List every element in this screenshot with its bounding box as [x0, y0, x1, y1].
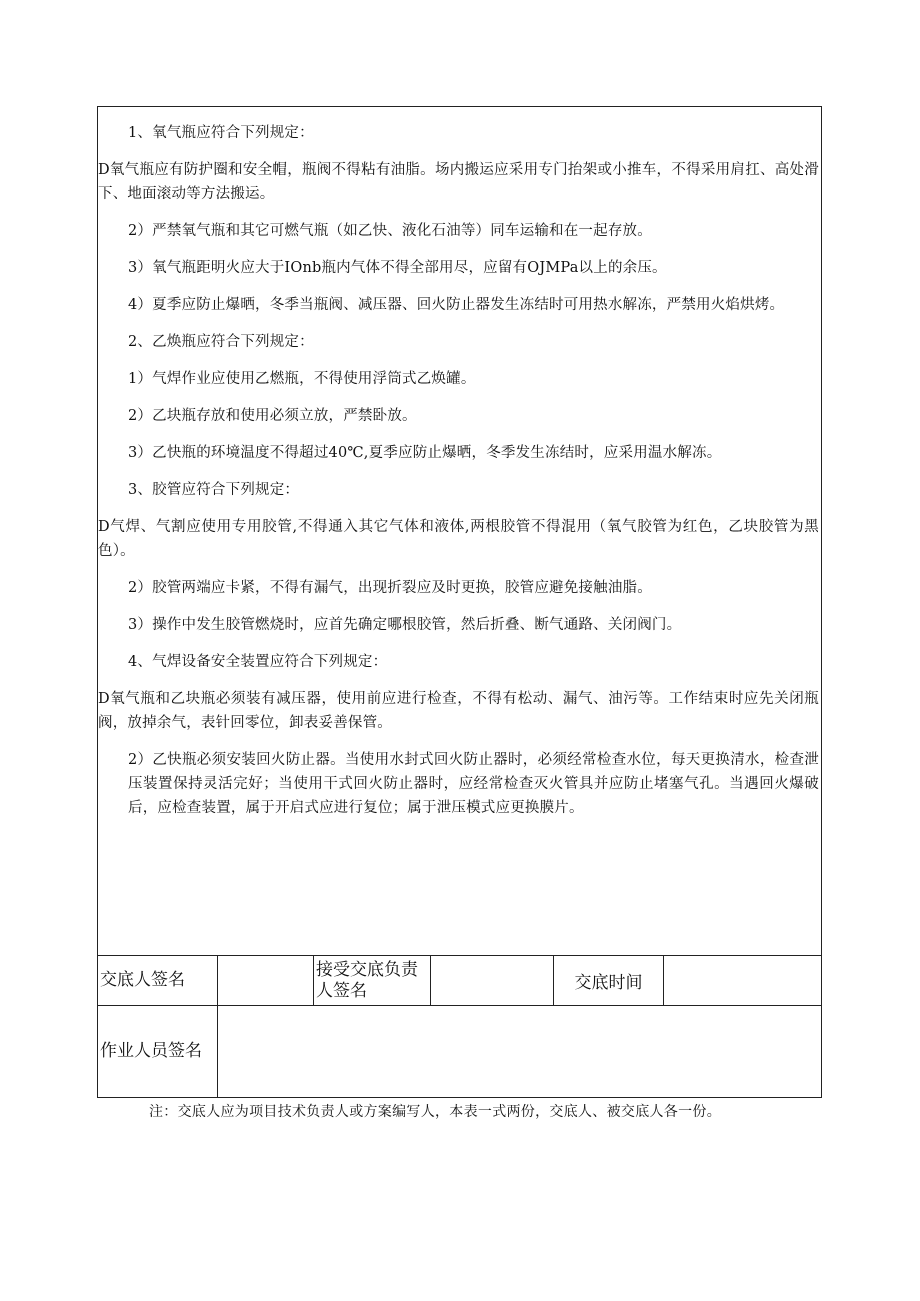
clause-paragraph: 3）乙快瓶的环境温度不得超过40℃,夏季应防止爆晒，冬季发生冻结时，应采用温水解冻。: [128, 445, 722, 461]
clause-paragraph: 3）氧气瓶距明火应大于IOnb瓶内气体不得全部用尽，应留有OJMPa以上的余压。: [128, 260, 667, 276]
time-label-cell: [554, 956, 664, 1005]
discloser-label-cell: [98, 956, 218, 1005]
clause-paragraph: 2）胶管两端应卡紧，不得有漏气，出现折裂应及时更换，胶管应避免接触油脂。: [128, 580, 652, 596]
workers-label: 作业人员签名: [100, 1041, 202, 1061]
receiver-label: 接受交底负责人签名: [316, 959, 418, 1001]
disclosure-form: [97, 106, 822, 1098]
signature-row: [98, 956, 821, 1006]
clause-paragraph: 1、氧气瓶应符合下列规定：: [128, 125, 314, 141]
discloser-signature-field[interactable]: [218, 956, 314, 1005]
clause-paragraph: 2）乙块瓶存放和使用必须立放，严禁卧放。: [128, 408, 417, 424]
clause-paragraph: 2）乙快瓶必须安装回火防止器。当使用水封式回火防止器时，必须经常检查水位，每天更换清水，检查泄压装置保持灵活完好；当使用干式回火防止器时，应经常检查灭火管具并应防止堵塞气孔。当遇回火爆破后，应检查装置，属于开启式应进行复位；属于泄压模式应更换膜片。: [128, 752, 819, 816]
receiver-signature-field[interactable]: [431, 956, 554, 1005]
time-field[interactable]: [664, 956, 823, 1005]
clause-paragraph: 1）气焊作业应使用乙燃瓶，不得使用浮筒式乙焕罐。: [128, 371, 476, 387]
clause-paragraph: D氧气瓶和乙块瓶必须装有减压器，使用前应进行检查，不得有松动、漏气、油污等。工作结束时应先关闭瓶阀，放掉余气，表针回零位，卸表妥善保管。: [98, 691, 819, 731]
discloser-label: 交底人签名: [100, 970, 185, 990]
receiver-label-cell: [314, 956, 431, 1005]
content-section: [98, 107, 821, 956]
clause-paragraph: 2、乙焕瓶应符合下列规定：: [128, 334, 314, 350]
clause-paragraph: D氧气瓶应有防护圈和安全帽，瓶阀不得粘有油脂。场内搬运应采用专门抬架或小推车，不得采用肩扛、高处滑下、地面滚动等方法搬运。: [98, 162, 819, 202]
clause-paragraph: 3、胶管应符合下列规定：: [128, 482, 300, 498]
workers-label-cell: [98, 1006, 218, 1097]
footer-note: 注：交底人应为项目技术负责人或方案编写人，本表一式两份，交底人、被交底人各一份。: [149, 1104, 721, 1120]
workers-row: [98, 1006, 821, 1097]
clause-paragraph: 4）夏季应防止爆晒，冬季当瓶阀、减压器、回火防止器发生冻结时可用热水解冻，严禁用火焰烘烤。: [128, 297, 785, 313]
clause-paragraph: D气焊、气割应使用专用胶管,不得通入其它气体和液体,两根胶管不得混用（氧气胶管为红色，乙块胶管为黑色）。: [98, 519, 819, 559]
clause-paragraph: 2）严禁氧气瓶和其它可燃气瓶（如乙快、液化石油等）同车运输和在一起存放。: [128, 223, 652, 239]
clause-paragraph: 3）操作中发生胶管燃烧时，应首先确定哪根胶管，然后折叠、断气通路、关闭阀门。: [128, 617, 682, 633]
workers-signature-field[interactable]: [218, 1006, 823, 1097]
clause-paragraph: 4、气焊设备安全装置应符合下列规定：: [128, 654, 388, 670]
time-label: 交底时间: [574, 973, 643, 993]
